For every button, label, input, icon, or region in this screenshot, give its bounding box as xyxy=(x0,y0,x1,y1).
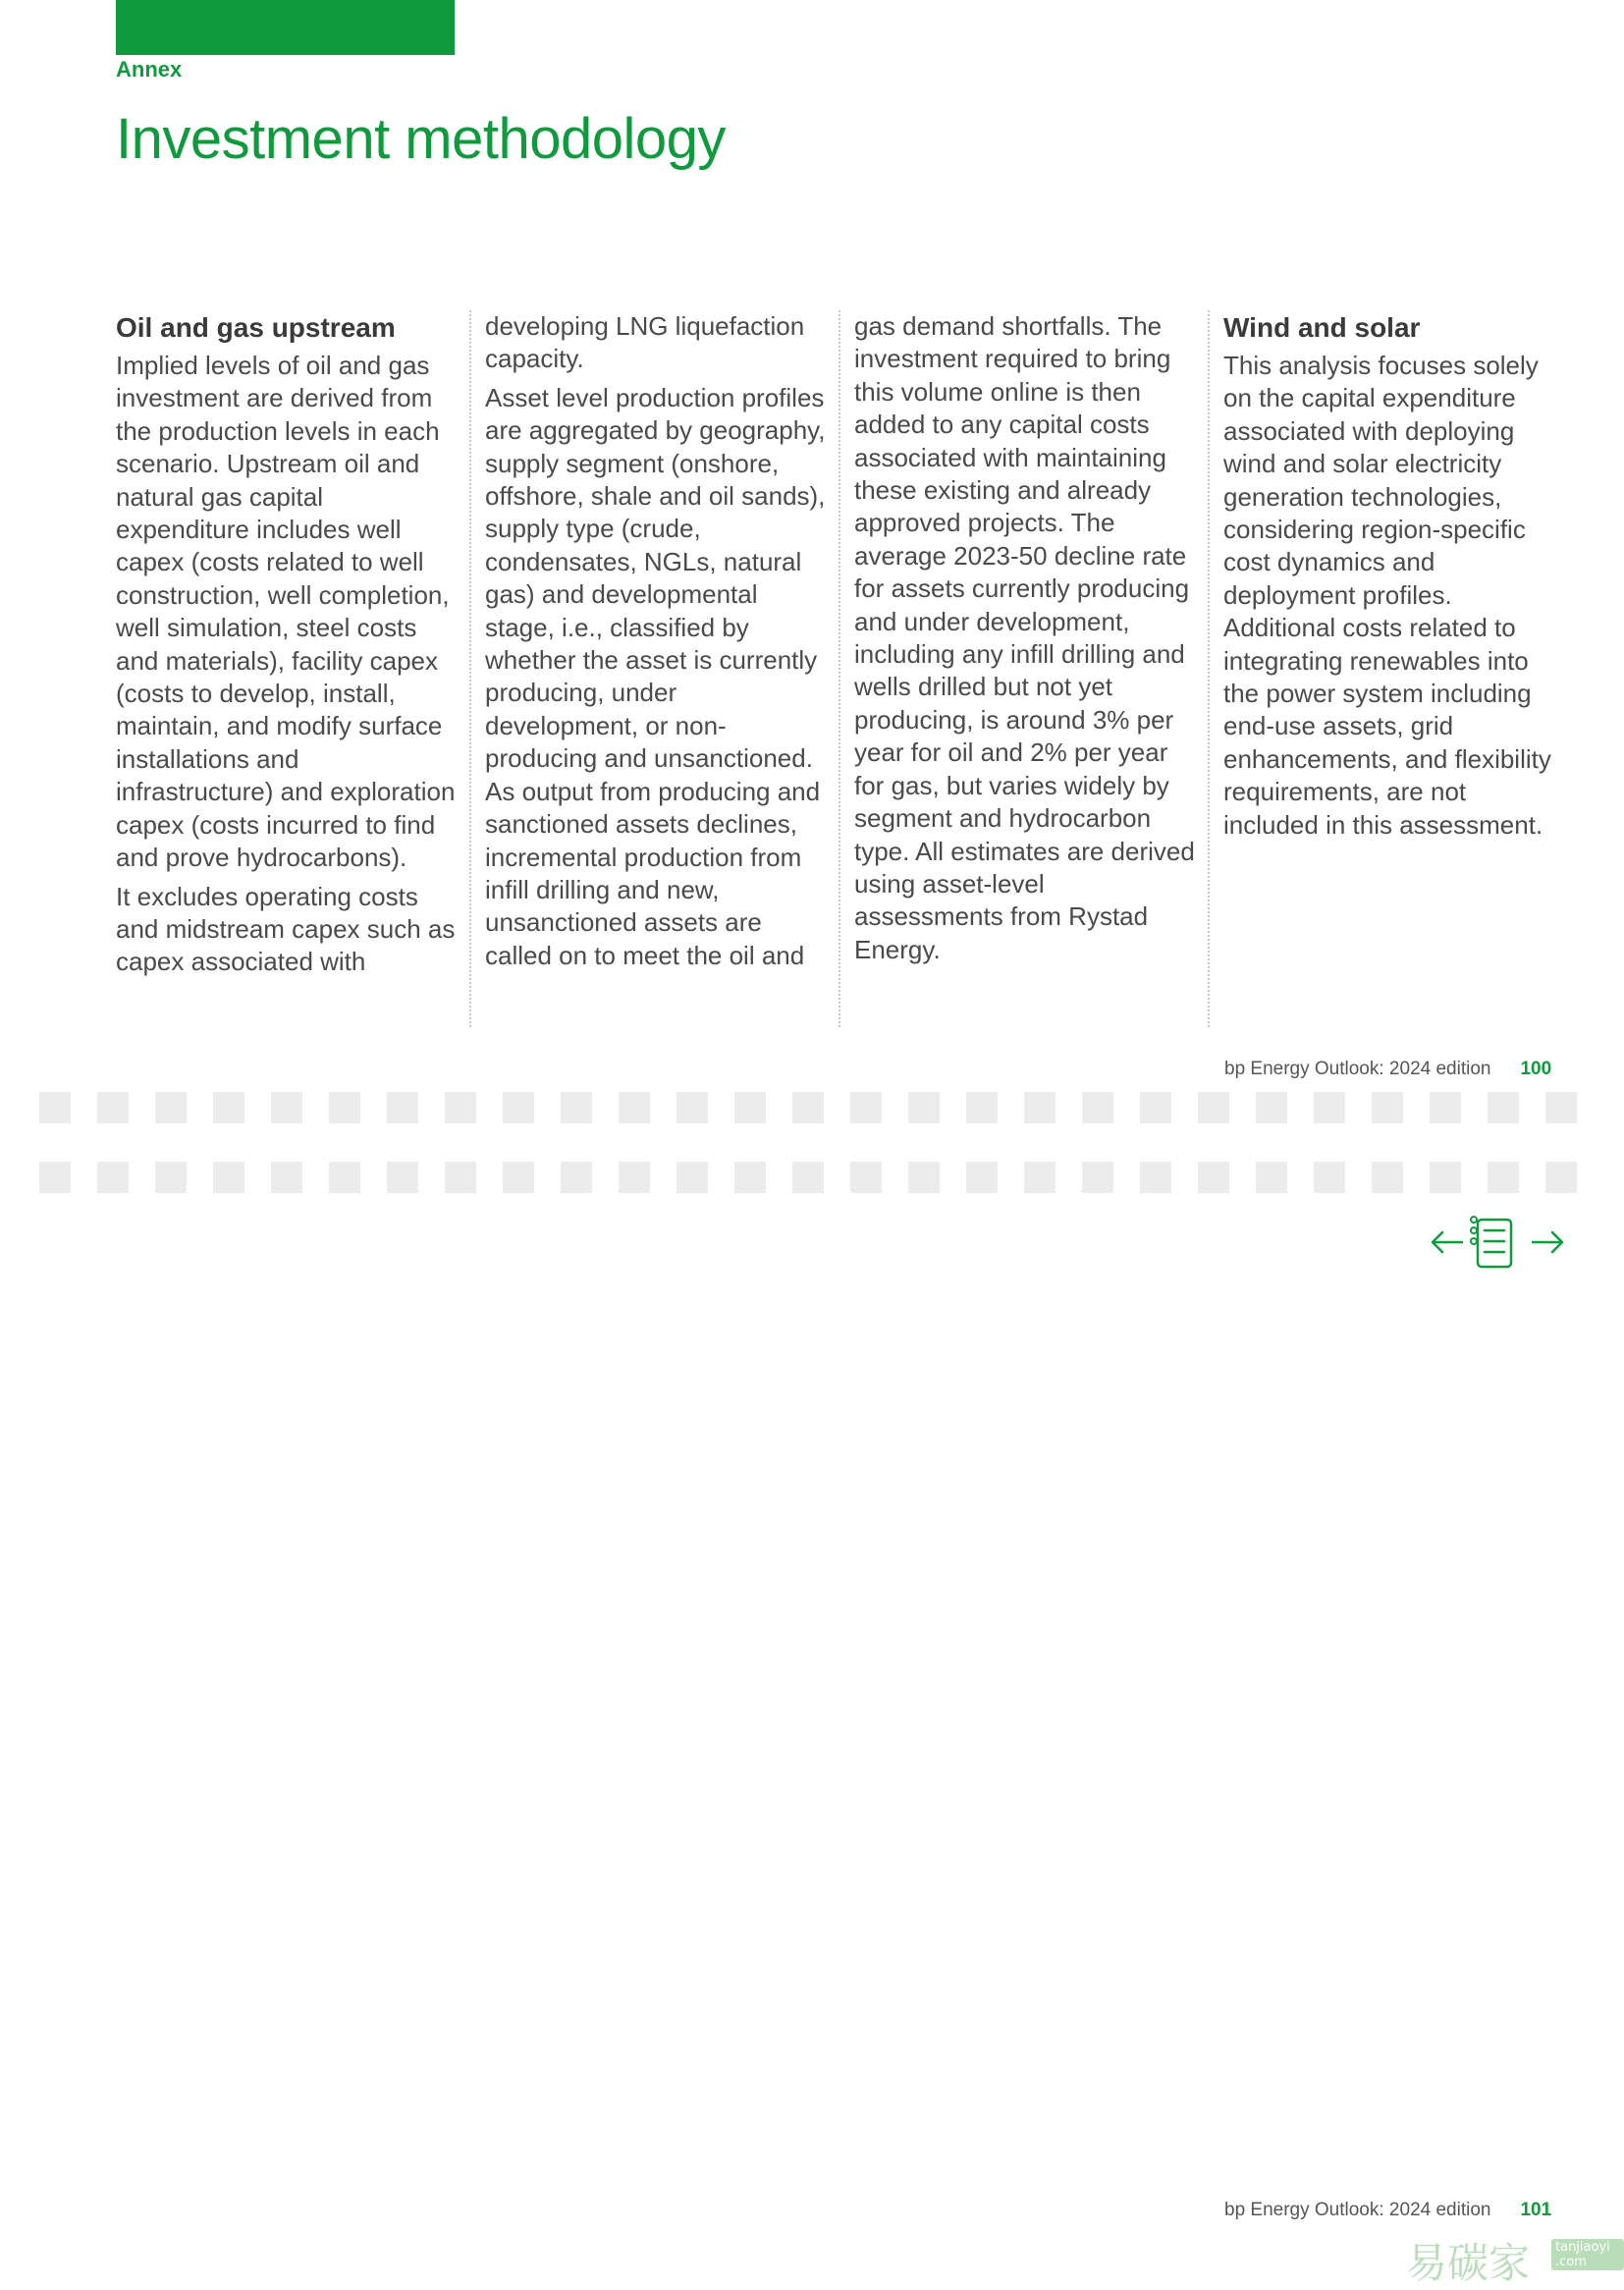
column-paragraph: Implied levels of oil and gas investment are derived from the production levels in each scenario. Upstream oil and natural gas capital expenditure includes well capex (costs related to well construction, well completion, well simulation, steel costs and materials), facility capex (costs to develop, install, maintain, and modify surface installations and infrastructure) and exploration capex (costs incurred to find and prove hydrocarbons). xyxy=(116,351,456,873)
watermark-logo: 易碳家 xyxy=(1406,2239,1531,2287)
column-divider xyxy=(469,310,471,1027)
column-divider xyxy=(1208,310,1210,1027)
page-footer-100 xyxy=(1224,1059,1551,1080)
column-paragraph: It excludes operating costs and midstream capex such as capex associated with xyxy=(116,881,456,977)
contents-list-icon[interactable] xyxy=(1469,1214,1516,1271)
column-oil-gas-upstream xyxy=(116,310,460,985)
column-divider xyxy=(839,310,840,1027)
column-paragraph: Asset level production profiles are aggregated by geography, supply segment (onshore, offshore, shale and oil sands), supply type (crude, condensates, NGLs, natural gas) and developmental stage, i.e., classified by whether the asset is currently producing, under development, or non-producing and unsanctioned. As output from producing and sanctioned assets declines, incremental production from infill drilling and new, unsanctioned assets are called on to meet the oil and xyxy=(485,382,826,970)
footer-publication: bp Energy Outlook: 2024 edition xyxy=(1224,1059,1491,1079)
page-number: 100 xyxy=(1520,1059,1552,1079)
page-break-squares xyxy=(39,1162,1591,1193)
page-navigation xyxy=(1430,1214,1567,1271)
header-green-bar xyxy=(116,0,455,55)
column-paragraph: gas demand shortfalls. The investment required to bring this volume online is then added to any capital costs associated with maintaining these existing and already approved projects. The average 2023-50 decline rate for assets currently producing and under development, including any infill drilling and wells drilled but not yet producing, is around 3% per year for oil and 2% per year for gas, but varies widely by segment and hydrocarbon type. All estimates are derived using asset-level assessments from Rystad Energy. xyxy=(854,311,1195,964)
column-paragraph: developing LNG liquefaction capacity. xyxy=(485,311,805,374)
page-footer-101 xyxy=(1224,2200,1551,2221)
column-2 xyxy=(485,310,829,978)
footer-publication: bp Energy Outlook: 2024 edition xyxy=(1224,2200,1491,2220)
column-wind-solar xyxy=(1223,310,1567,847)
arrow-left-icon[interactable] xyxy=(1430,1230,1463,1254)
column-3 xyxy=(854,310,1198,972)
section-label: Annex xyxy=(116,57,183,82)
page-break-squares xyxy=(39,1092,1591,1123)
column-heading: Oil and gas upstream xyxy=(116,312,396,343)
page-number: 101 xyxy=(1520,2200,1552,2220)
page-title: Investment methodology xyxy=(116,107,726,171)
column-paragraph: This analysis focuses solely on the capital expenditure associated with deploying wind and solar electricity generation technologies, considering region-specific cost dynamics and deployment profiles. Additional costs related to integrating renewables into the power system including end-use assets, grid enhancements, and flexibility requirements, are not included in this assessment. xyxy=(1223,351,1551,840)
column-heading: Wind and solar xyxy=(1223,312,1421,343)
watermark-domain: tanjiaoyi .com xyxy=(1551,2239,1624,2270)
arrow-right-icon[interactable] xyxy=(1532,1230,1565,1254)
